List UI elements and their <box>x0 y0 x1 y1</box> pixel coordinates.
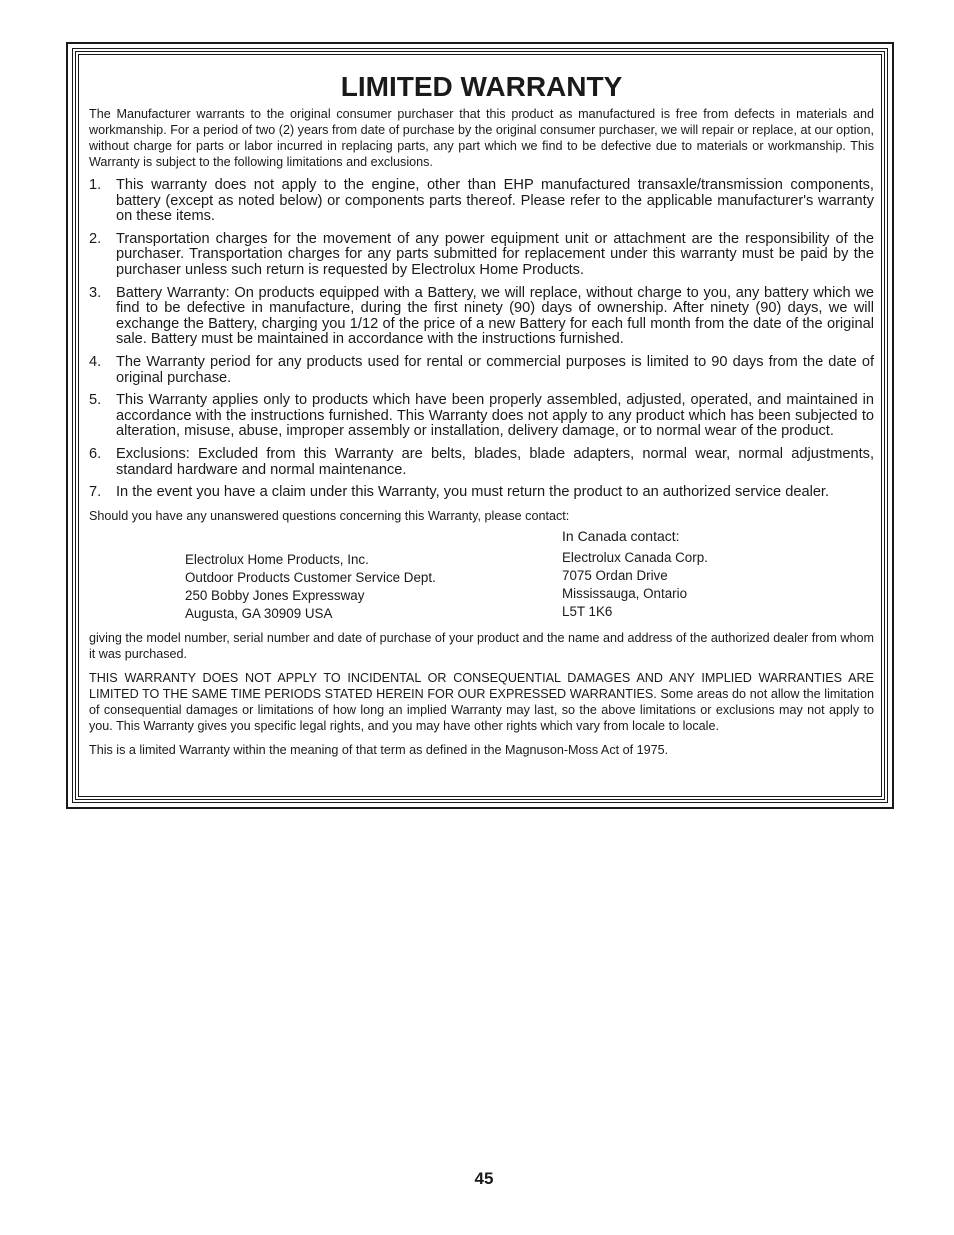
us-address-line: Outdoor Products Customer Service Dept. <box>185 569 436 585</box>
canada-address-line: 7075 Ordan Drive <box>562 567 668 583</box>
contact-intro: Should you have any unanswered questions concerning this Warranty, please contact: <box>89 508 570 523</box>
page-title: LIMITED WARRANTY <box>340 71 623 102</box>
list-item <box>89 232 874 279</box>
item-number: 3. <box>89 284 102 301</box>
warranty-content <box>89 70 874 758</box>
magnuson-moss-note: This is a limited Warranty within the meaning of that term as defined in the Magnuson-Moss Act of 1975. <box>89 742 669 757</box>
canada-address-line: L5T 1K6 <box>562 603 613 619</box>
warranty-intro: The Manufacturer warrants to the original consumer purchaser that this product as manufactured is free from defects in materials and workmanship. For a period of two (2) years from date of purchase by the original consumer purchaser, we will repair or replace, at our option, without charge for parts or labor incurred in replacing parts, any part which we find to be defective due to materials or workmanship. This Warranty is subject to the following limitations and exclusions. <box>89 107 874 169</box>
us-address <box>185 551 436 623</box>
list-item <box>89 393 874 440</box>
item-text: Transportation charges for the movement of any power equipment unit or attachment are the responsibility of the purchaser. Transportation charges for any parts submitted for replacement under this warranty must be paid by the purchaser unless such return is requested by Electrolux Home Products. <box>116 230 874 278</box>
warranty-conditions-list <box>89 178 874 501</box>
list-item <box>89 178 874 225</box>
page-number: 45 <box>474 1169 494 1188</box>
item-number: 2. <box>89 230 102 247</box>
canada-contact-heading: In Canada contact: <box>562 527 680 544</box>
list-item <box>89 447 874 478</box>
us-address-line: Augusta, GA 30909 USA <box>185 605 333 621</box>
item-number: 4. <box>89 353 102 370</box>
canada-address-line: Electrolux Canada Corp. <box>562 549 708 565</box>
canada-address <box>562 549 708 621</box>
item-number: 1. <box>89 177 102 193</box>
item-text: In the event you have a claim under this Warranty, you must return the product to an authorized service dealer. <box>116 484 830 501</box>
list-item <box>89 286 874 348</box>
damages-disclaimer: THIS WARRANTY DOES NOT APPLY TO INCIDENTAL OR CONSEQUENTIAL DAMAGES AND ANY IMPLIED WARRANTIES ARE LIMITED TO THE SAME TIME PERIODS STATED HEREIN FOR OUR EXPRESSED WARRANTIES. Some areas do not allow the limitation of consequential damages or limitations of how long an implied Warranty may last, so the above limitations or exclusions may not apply to you. This Warranty gives you specific legal rights, and you may have other rights which vary from locale to locale. <box>89 670 874 733</box>
item-text: This warranty does not apply to the engine, other than EHP manufactured transaxle/transmission components, battery (except as noted below) or components parts thereof. Please refer to the applicable manufacturer's warranty on these items. <box>116 177 874 225</box>
item-text: Exclusions: Excluded from this Warranty are belts, blades, blade adapters, normal wear, normal adjustments, standard hardware and normal maintenance. <box>116 445 874 478</box>
contact-addresses <box>89 528 874 624</box>
item-text: This Warranty applies only to products which have been properly assembled, adjusted, operated, and maintained in accordance with the instructions furnished. This Warranty does not apply to any product which has been subjected to alteration, misuse, abuse, improper assembly or installation, delivery damage, or to normal wear of the product. <box>116 392 874 440</box>
canada-address-line: Mississauga, Ontario <box>562 585 688 601</box>
item-text: Battery Warranty: On products equipped with a Battery, we will replace, without charge to you, any battery which we find to be defective in manufacture, during the first ninety (90) days of ownership. After ninety (90) days, we will exchange the Battery, charging you 1/12 of the price of a new Battery for each full month from the date of the original sale. Battery must be maintained in accordance with the instructions furnished. <box>116 284 874 348</box>
contact-details-note: giving the model number, serial number and date of purchase of your product and the name and address of the authorized dealer from whom it was purchased. <box>89 630 874 661</box>
us-address-line: Electrolux Home Products, Inc. <box>185 551 369 567</box>
list-item <box>89 485 874 501</box>
item-number: 6. <box>89 445 102 462</box>
us-address-line: 250 Bobby Jones Expressway <box>185 587 365 603</box>
item-text: The Warranty period for any products used for rental or commercial purposes is limited to 90 days from the date of original purchase. <box>116 353 874 386</box>
item-number: 5. <box>89 392 102 409</box>
list-item <box>89 355 874 386</box>
item-number: 7. <box>89 484 102 501</box>
